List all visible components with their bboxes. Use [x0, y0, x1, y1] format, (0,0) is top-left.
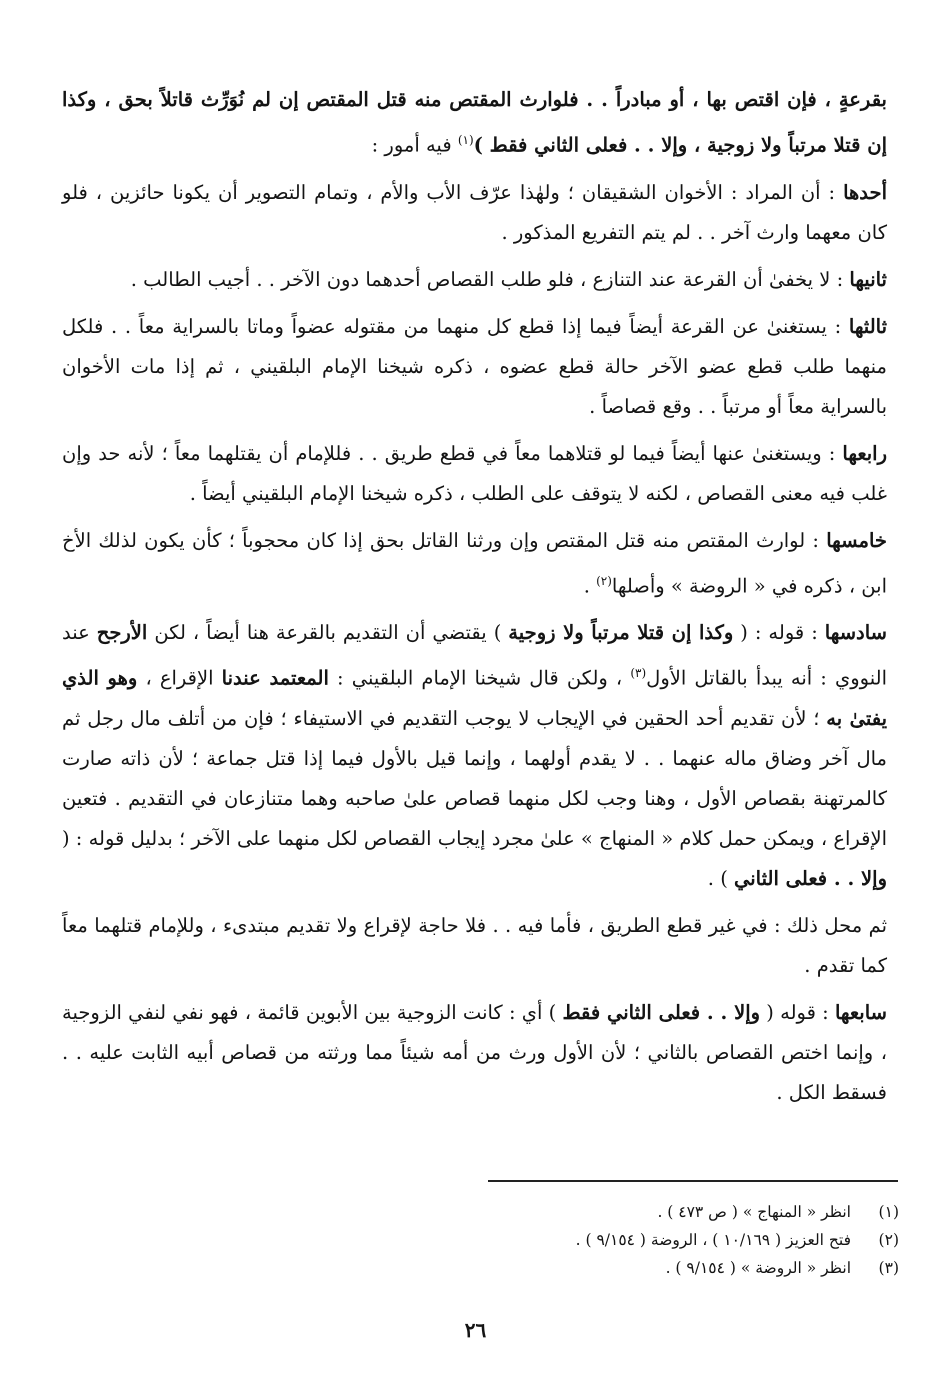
text-segment: : لا يخفىٰ أن القرعة عند التنازع ، فلو طلب القصاص أحدهما دون الآخر . . أجيب الطالب .	[130, 267, 850, 291]
footnote	[300, 1198, 899, 1226]
text-segment: ) أي : كانت الزوجية بين الأبوين قائمة ، فهو نفي لنفي الزوجية ، وإنما اختص القصاص بالثاني ؛ لأن الأول ورث من أمه شيئاً مما ورثته من قصاص أبيه الثابت عليه . . فسقط الكل .	[62, 1000, 887, 1104]
text-segment: : ويستغنىٰ عنها أيضاً فيما لو قتلاهما معاً في قطع طريق . . فللإمام أن يقتلهما معاً ؛ لأنه حد وإن غلب فيه معنى القصاص ، لكنه لا يتوقف على الطلب ، ذكره شيخنا الإمام البلقيني أيضاً .	[62, 441, 887, 505]
main-text	[62, 80, 887, 1120]
text-segment: فيه أمور :	[371, 133, 458, 157]
bold-segment: سادسها	[824, 621, 887, 644]
bold-segment: بقرعةٍ ، فإن اقتص بها ، أو مبادراً . . فلوارث المقتص منه قتل المقتص إن لم نُوَرِّث قاتلاً بحق ، وكذا إن قتلا مرتباً ولا زوجية ، وإلا . . فعلى الثاني فقط )	[62, 88, 887, 157]
footnote	[300, 1254, 899, 1282]
text-segment: عند النووي : أنه يبدأ بالقاتل الأول	[62, 621, 887, 690]
text-segment: : يستغنىٰ عن القرعة أيضاً فيما إذا قطع كل منهما من مقتوله عضواً وماتا بالسراية معاً . . فلكل منهما طلب قطع عضو الآخر حالة قطع عضوه ، ذكره شيخنا الإمام البلقيني ، ثم إذا مات الأخوان بالسراية معاً أو مرتباً . . وقع قصاصاً .	[62, 314, 887, 418]
bold-segment: رابعها	[842, 441, 887, 465]
paragraph	[62, 434, 887, 514]
paragraph	[62, 521, 887, 607]
paragraph	[62, 613, 887, 899]
paragraph	[62, 260, 887, 300]
bold-segment: الأرجح	[96, 621, 148, 644]
footnote	[300, 1226, 899, 1254]
bold-segment: ثانيها	[849, 267, 887, 291]
text-segment: : قوله : (	[733, 621, 825, 644]
text-segment: .	[583, 574, 597, 597]
paragraph	[62, 307, 887, 427]
footnotes	[300, 1198, 899, 1282]
footnote-ref: (١)	[457, 133, 474, 147]
bold-segment: وإلا . . فعلى الثاني فقط	[562, 1000, 761, 1024]
bold-segment: وإلا . . فعلى الثاني	[734, 866, 887, 890]
bold-segment: ثالثها	[848, 314, 887, 338]
text-segment: ؛ لأن تقديم أحد الحقين في الإيجاب لا يوجب التقديم في الاستيفاء ؛ فإن من أتلف مال رجل ثم مال آخر وضاق ماله عنهما . . لا يقدم أولهما ، وإنما قيل بالأول فيما إذا قتل جماعة ؛ لأن ذاته صارت كالمرتهنة بقصاص الأول ، وهنا وجب لكل منهما قصاص علىٰ صاحبه وهما متنازعان في التقديم . فتعين الإقراع ، ويمكن حمل كلام « المنهاج » علىٰ مجرد إيجاب القصاص لكل منهما على الآخر ؛ بدليل قوله : (	[62, 706, 887, 850]
paragraph	[62, 906, 887, 986]
text-segment: ، ولكن قال شيخنا الإمام البلقيني :	[328, 666, 631, 690]
footnote-ref: (٣)	[630, 666, 647, 680]
text-segment: ثم محل ذلك : في غير قطع الطريق ، فأما فيه . . فلا حاجة لإقراع ولا تقديم مبتدىء ، وللإمام قتلهما معاً كما تقدم .	[62, 913, 887, 977]
paragraph	[62, 80, 887, 166]
footnote-text: انظر « المنهاج » ( ص ٤٧٣ ) .	[657, 1203, 851, 1221]
bold-segment: أحدها	[843, 180, 887, 204]
text-segment: : قوله (	[760, 1000, 835, 1024]
footnote-number: (٢)	[878, 1231, 899, 1249]
page-number: ٢٦	[464, 1318, 487, 1342]
text-segment: ) .	[707, 866, 734, 890]
bold-segment: وكذا إن قتلا مرتباً ولا زوجية	[508, 621, 734, 644]
text-segment: الإقراع ،	[137, 666, 222, 690]
text-segment: : أن المراد : الأخوان الشقيقان ؛ ولهٰذا عرّف الأب والأم ، وتمام التصوير أن يكونا حائزين ، فلو كان معهما وارث آخر . . لم يتم التفريع المذكور .	[62, 180, 887, 244]
text-segment: : لوارث المقتص منه قتل المقتص وإن ورثنا القاتل بحق إذا كان محجوباً ؛ كأن يكون لذلك الأخ ابن ، ذكره في « الروضة » وأصلها	[62, 528, 887, 597]
text-segment: ) يقتضي أن التقديم بالقرعة هنا أيضاً ، لكن	[147, 621, 509, 644]
paragraph	[62, 173, 887, 253]
bold-segment: سابعها	[834, 1000, 887, 1024]
paragraph	[62, 993, 887, 1113]
footnote-ref: (٢)	[596, 573, 612, 588]
bold-segment: وهو الذي يفتىٰ به	[62, 666, 887, 730]
footnote-text: فتح العزيز ( ١٠/١٦٩ ) ، الروضة ( ٩/١٥٤ ) .	[575, 1231, 851, 1249]
bold-segment: خامسها	[826, 528, 887, 552]
footnote-separator	[488, 1180, 898, 1182]
footnote-number: (١)	[878, 1203, 899, 1221]
bold-segment: المعتمد عندنا	[221, 666, 329, 690]
footnote-text: انظر « الروضة » ( ٩/١٥٤ ) .	[665, 1259, 851, 1277]
footnote-number: (٣)	[878, 1259, 899, 1277]
